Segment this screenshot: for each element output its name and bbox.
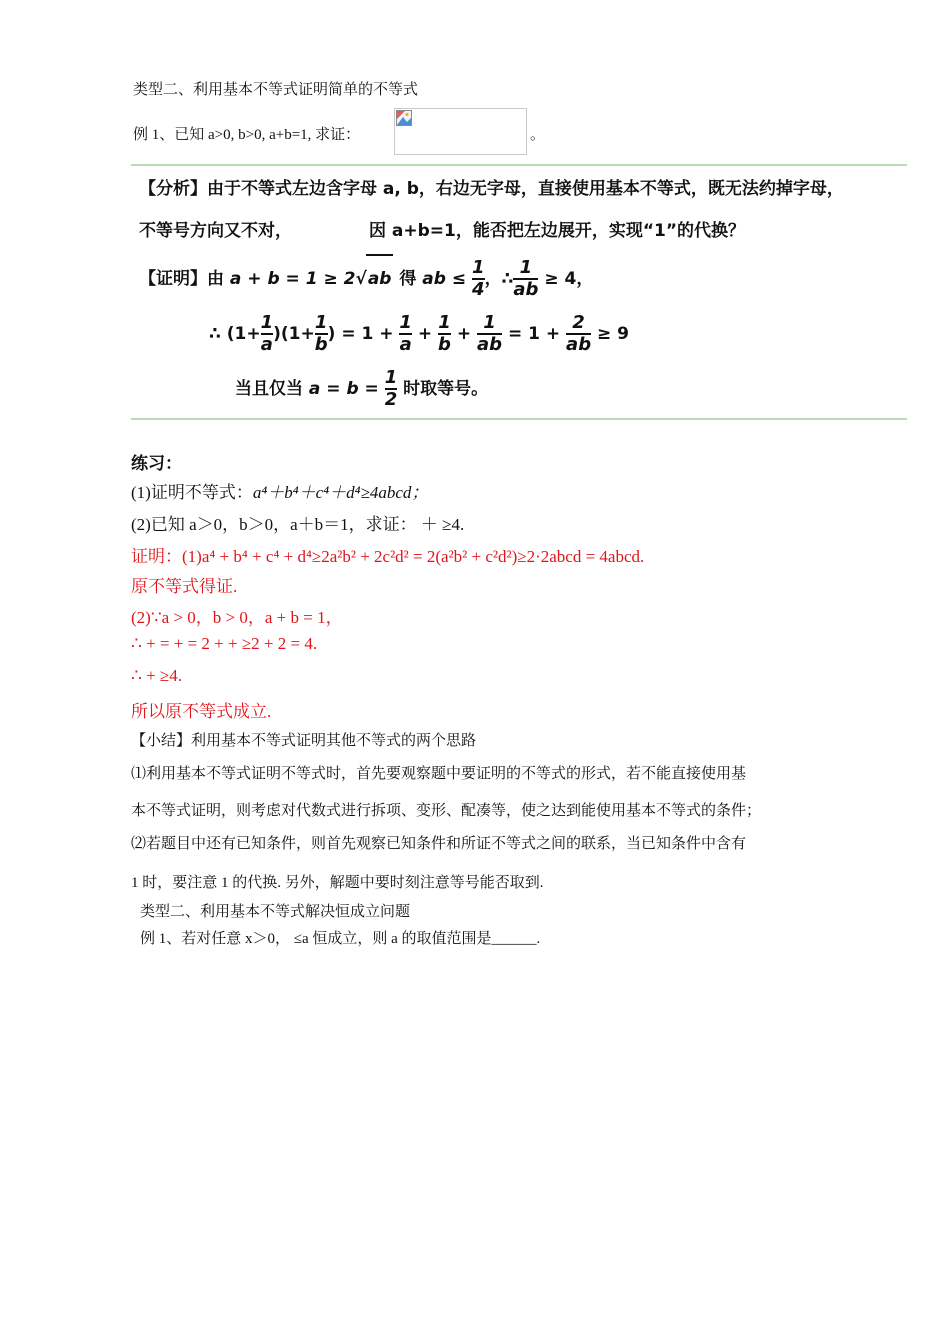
fraction-1-2: $\frac{1}{2}$ [384,367,398,410]
practice-proof-line-6: 所以原不等式成立. [131,702,272,721]
proof-line-3-suffix: 时取等号。 [397,379,489,399]
proof-line-3-prefix: 当且仅当 [235,379,309,399]
example-2-text: 例 1、若对任意 x＞0， ≤a 恒成立，则 a 的取值范围是______. [140,931,541,947]
summary-p1-line-2: 本不等式证明，则考虑对代数式进行拆项、变形、配凑等，使之达到能使用基本不等式的条件； [131,803,762,819]
plus-sign-1: + [417,324,433,344]
proof-de: 得 [393,269,423,289]
analysis-line-2b: 因 a+b=1，能否把左边展开，实现“1”的代换？ [369,221,746,241]
analysis-line-2a: 不等号方向又不对， [139,221,292,241]
proof-ab-leq: ab ≤ [422,269,473,289]
fraction-1-a-b: $\frac{1}{a}$ [399,312,412,355]
proof-label: 【证明】由 [139,269,230,289]
summary-title: 【小结】利用基本不等式证明其他不等式的两个思路 [131,733,477,749]
proof-geq-9: ≥ 9 [597,324,629,344]
fraction-1-4: $\frac{1}{4}$ [472,257,485,300]
proof-line-2-prefix: ∴ (1+ [209,324,261,344]
proof-line-2-eq: ) = 1 + [327,324,394,344]
proof-sqrt-ab: ab [366,254,394,302]
proof-line-3-eq: a = b = [308,379,385,399]
broken-image-icon [396,110,412,126]
example-1-text: 例 1、已知 a>0, b>0, a+b=1, 求证： [133,127,361,143]
section-title-2: 类型二、利用基本不等式解决恒成立问题 [140,904,411,920]
example-1-end: 。 [530,127,546,143]
summary-p2-line-1: ⑵若题目中还有已知条件，则首先观察已知条件和所证不等式之间的联系，当已知条件中含有 [131,836,747,852]
proof-eq-1: a + b = 1 ≥ 2 [229,269,356,289]
fraction-1-ab-b: $\frac{1}{ab}$ [477,312,503,355]
practice-proof-line-5: ∴ + ≥4. [131,666,182,685]
practice-proof-line-3: (2)∵a > 0，b > 0，a + b = 1， [131,608,343,627]
fraction-1-b: $\frac{1}{b}$ [314,312,328,355]
proof-line-2-eq2: = 1 + [507,324,561,344]
proof-line-3 [235,366,488,412]
practice-q1 [131,478,428,503]
plus-sign-2: + [456,324,472,344]
practice-q2: (2)已知 a＞0，b＞0，a＋b＝1，求证： ＋ ≥4. [131,515,465,534]
proof-geq-4: ≥ 4， [538,269,594,289]
practice-title: 练习： [131,454,182,474]
practice-q1-expr: a⁴＋b⁴＋c⁴＋d⁴≥4abcd； [252,483,429,502]
proof-therefore: ，∴ [484,269,514,289]
proof-line-2 [209,311,629,357]
analysis-proof-image [131,164,907,420]
practice-proof-line-4: ∴ + = + = 2 + + ≥2 + 2 = 4. [131,634,318,653]
fraction-2-ab: $\frac{2}{ab}$ [566,312,592,355]
proof-line-1: 【证明】由 a + b = 1 ≥ 2√ab 得 ab ≤ $\frac{1}{4}$ ，∴ $\frac{1}{ab}$ ≥ 4， [139,254,593,302]
formula-image-placeholder [394,108,527,155]
fraction-1-ab: $\frac{1}{ab}$ [513,257,539,300]
summary-p1-line-1: ⑴利用基本不等式证明不等式时，首先要观察题中要证明的不等式的形式，若不能直接使用基 [131,766,747,782]
analysis-line-1: 【分析】由于不等式左边含字母 a, b，右边无字母，直接使用基本不等式，既无法约掉字母， [139,179,844,199]
practice-proof-line-2: 原不等式得证. [131,577,238,596]
summary-p2-line-2: 1 时，要注意 1 的代换. 另外，解题中要时刻注意等号能否取到. [131,875,544,891]
fraction-1-b-b: $\frac{1}{b}$ [438,312,451,355]
proof-line-2-mid: )(1+ [273,324,315,344]
practice-q1-prefix: (1)证明不等式： [131,483,253,502]
fraction-1-a: $\frac{1}{a}$ [260,312,274,355]
section-title-1: 类型二、利用基本不等式证明简单的不等式 [133,82,419,98]
practice-proof-line-1: 证明：(1)a⁴ + b⁴ + c⁴ + d⁴≥2a²b² + 2c²d² = 2(a²b² + c²d²)≥2·2abcd = 4abcd. [131,547,645,566]
